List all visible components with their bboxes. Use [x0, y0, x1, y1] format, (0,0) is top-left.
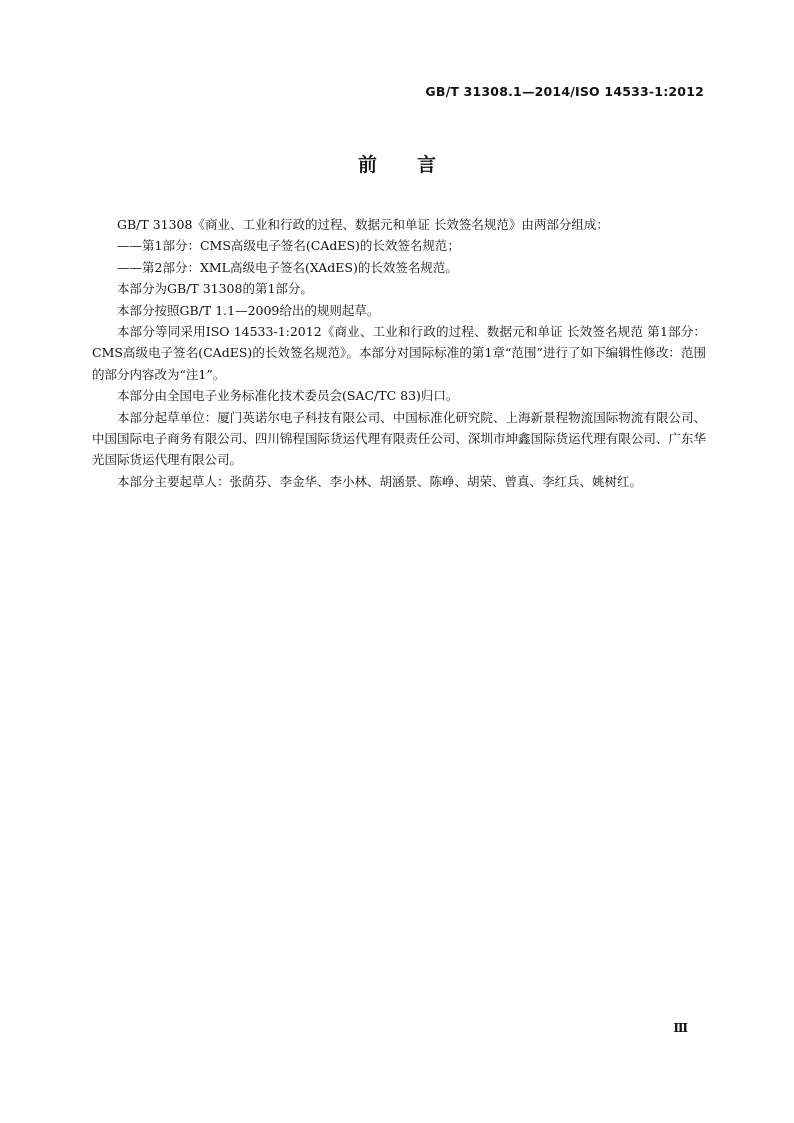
list-item: ——第2部分：XML高级电子签名(XAdES)的长效签名规范。 [117, 259, 458, 275]
foreword-body [92, 214, 706, 492]
list-item: ——第1部分：CMS高级电子签名(CAdES)的长效签名规范； [117, 238, 460, 254]
standard-code: GB/T 31308.1—2014/ISO 14533-1:2012 [425, 84, 704, 99]
paragraph: 本部分等同采用ISO 14533-1:2012《商业、工业和行政的过程、数据元和单证 长效签名规范 第1部分：CMS高级电子签名(CAdES)的长效签名规范》。本部分对国际标准的第1章“范围”进行了如下编辑性修改：范围的部分内容改为“注1”。 [92, 324, 706, 382]
paragraph: 本部分为GB/T 31308的第1部分。 [117, 281, 313, 297]
page-number: Ⅲ [673, 1021, 688, 1035]
paragraph: 本部分按照GB/T 1.1—2009给出的规则起草。 [117, 302, 380, 318]
paragraph: GB/T 31308《商业、工业和行政的过程、数据元和单证 长效签名规范》由两部分组成： [117, 217, 609, 232]
paragraph: 本部分由全国电子业务标准化技术委员会(SAC/TC 83)归口。 [117, 388, 459, 404]
paragraph: 本部分起草单位：厦门英诺尔电子科技有限公司、中国标准化研究院、上海新景程物流国际物流有限公司、中国国际电子商务有限公司、四川锦程国际货运代理有限责任公司、深圳市坤鑫国际货运代理有限公司、广东华光国际货运代理有限公司。 [92, 409, 706, 468]
page-title: 前言 [357, 154, 476, 176]
paragraph: 本部分主要起草人：张荫芬、李金华、李小林、胡涵景、陈峥、胡荣、曾真、李红兵、姚树红。 [117, 473, 643, 489]
